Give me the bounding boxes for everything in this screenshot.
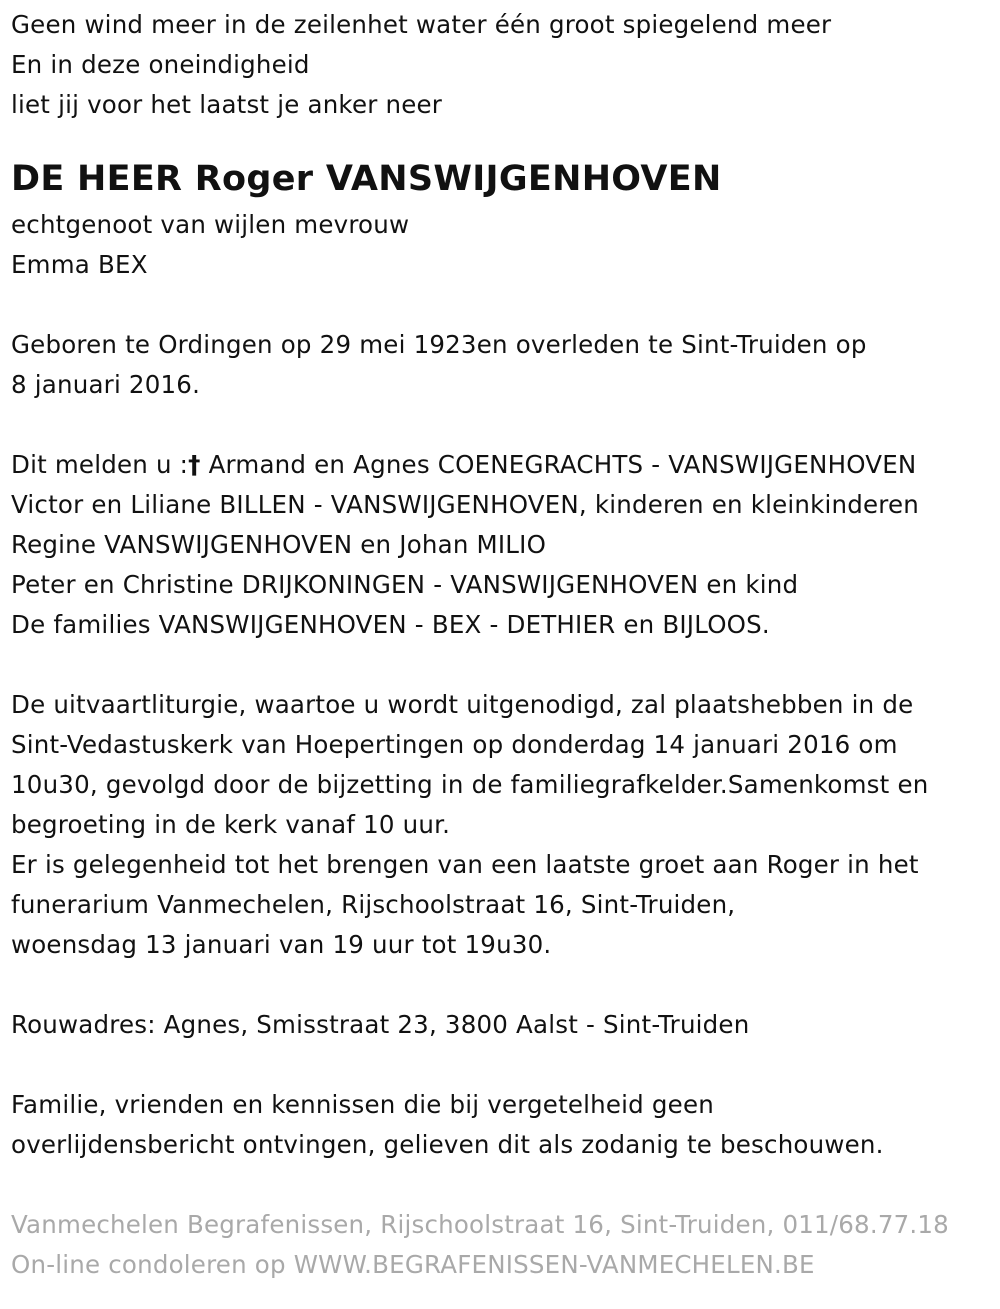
- funeral-line: woensdag 13 januari van 19 uur tot 19u30.: [11, 930, 552, 959]
- notice-line-2: overlijdensbericht ontvingen, gelieven dit als zodanig te beschouwen.: [11, 1130, 884, 1159]
- spouse-line-2: Emma BEX: [11, 250, 148, 279]
- poem-line-2: En in deze oneindigheid: [11, 50, 310, 79]
- funeral-line: Er is gelegenheid tot het brengen van een laatste groet aan Roger in het: [11, 850, 919, 879]
- birth-death-line-1: Geboren te Ordingen op 29 mei 1923en overleden te Sint-Truiden op: [11, 330, 867, 359]
- notice-line-1: Familie, vrienden en kennissen die bij vergetelheid geen: [11, 1090, 714, 1119]
- obituary-notice: [11, 5, 996, 1285]
- funeral-line: 10u30, gevolgd door de bijzetting in de familiegrafkelder.Samenkomst en: [11, 770, 929, 799]
- footer-condolence-line: On-line condoleren op WWW.BEGRAFENISSEN-VANMECHELEN.BE: [11, 1250, 815, 1279]
- funeral-line: funerarium Vanmechelen, Rijschoolstraat 16, Sint-Truiden,: [11, 890, 736, 919]
- funeral-section: [11, 685, 996, 965]
- footer: [11, 1205, 996, 1285]
- mourning-address: Rouwadres: Agnes, Smisstraat 23, 3800 Aalst - Sint-Truiden: [11, 1010, 750, 1039]
- spouse-line-1: echtgenoot van wijlen mevrouw: [11, 210, 410, 239]
- announcement-line: Peter en Christine DRIJKONINGEN - VANSWIJGENHOVEN en kind: [11, 570, 799, 599]
- birth-death-line-2: 8 januari 2016.: [11, 370, 201, 399]
- announcement-intro: Dit melden u :: [11, 450, 189, 479]
- deceased-name: DE HEER Roger VANSWIJGENHOVEN: [11, 159, 722, 199]
- poem-line-3: liet jij voor het laatst je anker neer: [11, 90, 443, 119]
- funeral-line: De uitvaartliturgie, waartoe u wordt uitgenodigd, zal plaatshebben in de: [11, 690, 914, 719]
- announcement-first-family: Armand en Agnes COENEGRACHTS - VANSWIJGENHOVEN: [208, 450, 917, 479]
- announcement-line: De families VANSWIJGENHOVEN - BEX - DETHIER en BIJLOOS.: [11, 610, 770, 639]
- announcement-line: Victor en Liliane BILLEN - VANSWIJGENHOVEN, kinderen en kleinkinderen: [11, 490, 920, 519]
- announcement-line: Regine VANSWIJGENHOVEN en Johan MILIO: [11, 530, 547, 559]
- footer-company-line: Vanmechelen Begrafenissen, Rijschoolstraat 16, Sint-Truiden, 011/68.77.18: [11, 1210, 949, 1239]
- funeral-line: Sint-Vedastuskerk van Hoepertingen op donderdag 14 januari 2016 om: [11, 730, 898, 759]
- poem: [11, 5, 996, 125]
- birth-death-section: [11, 325, 996, 405]
- notice-section: [11, 1085, 996, 1165]
- funeral-line: begroeting in de kerk vanaf 10 uur.: [11, 810, 451, 839]
- poem-line-1: Geen wind meer in de zeilenhet water één groot spiegelend meer: [11, 10, 832, 39]
- cross-icon: †: [188, 450, 201, 479]
- announcement-section: [11, 445, 996, 645]
- announcement-first-line: [11, 445, 996, 485]
